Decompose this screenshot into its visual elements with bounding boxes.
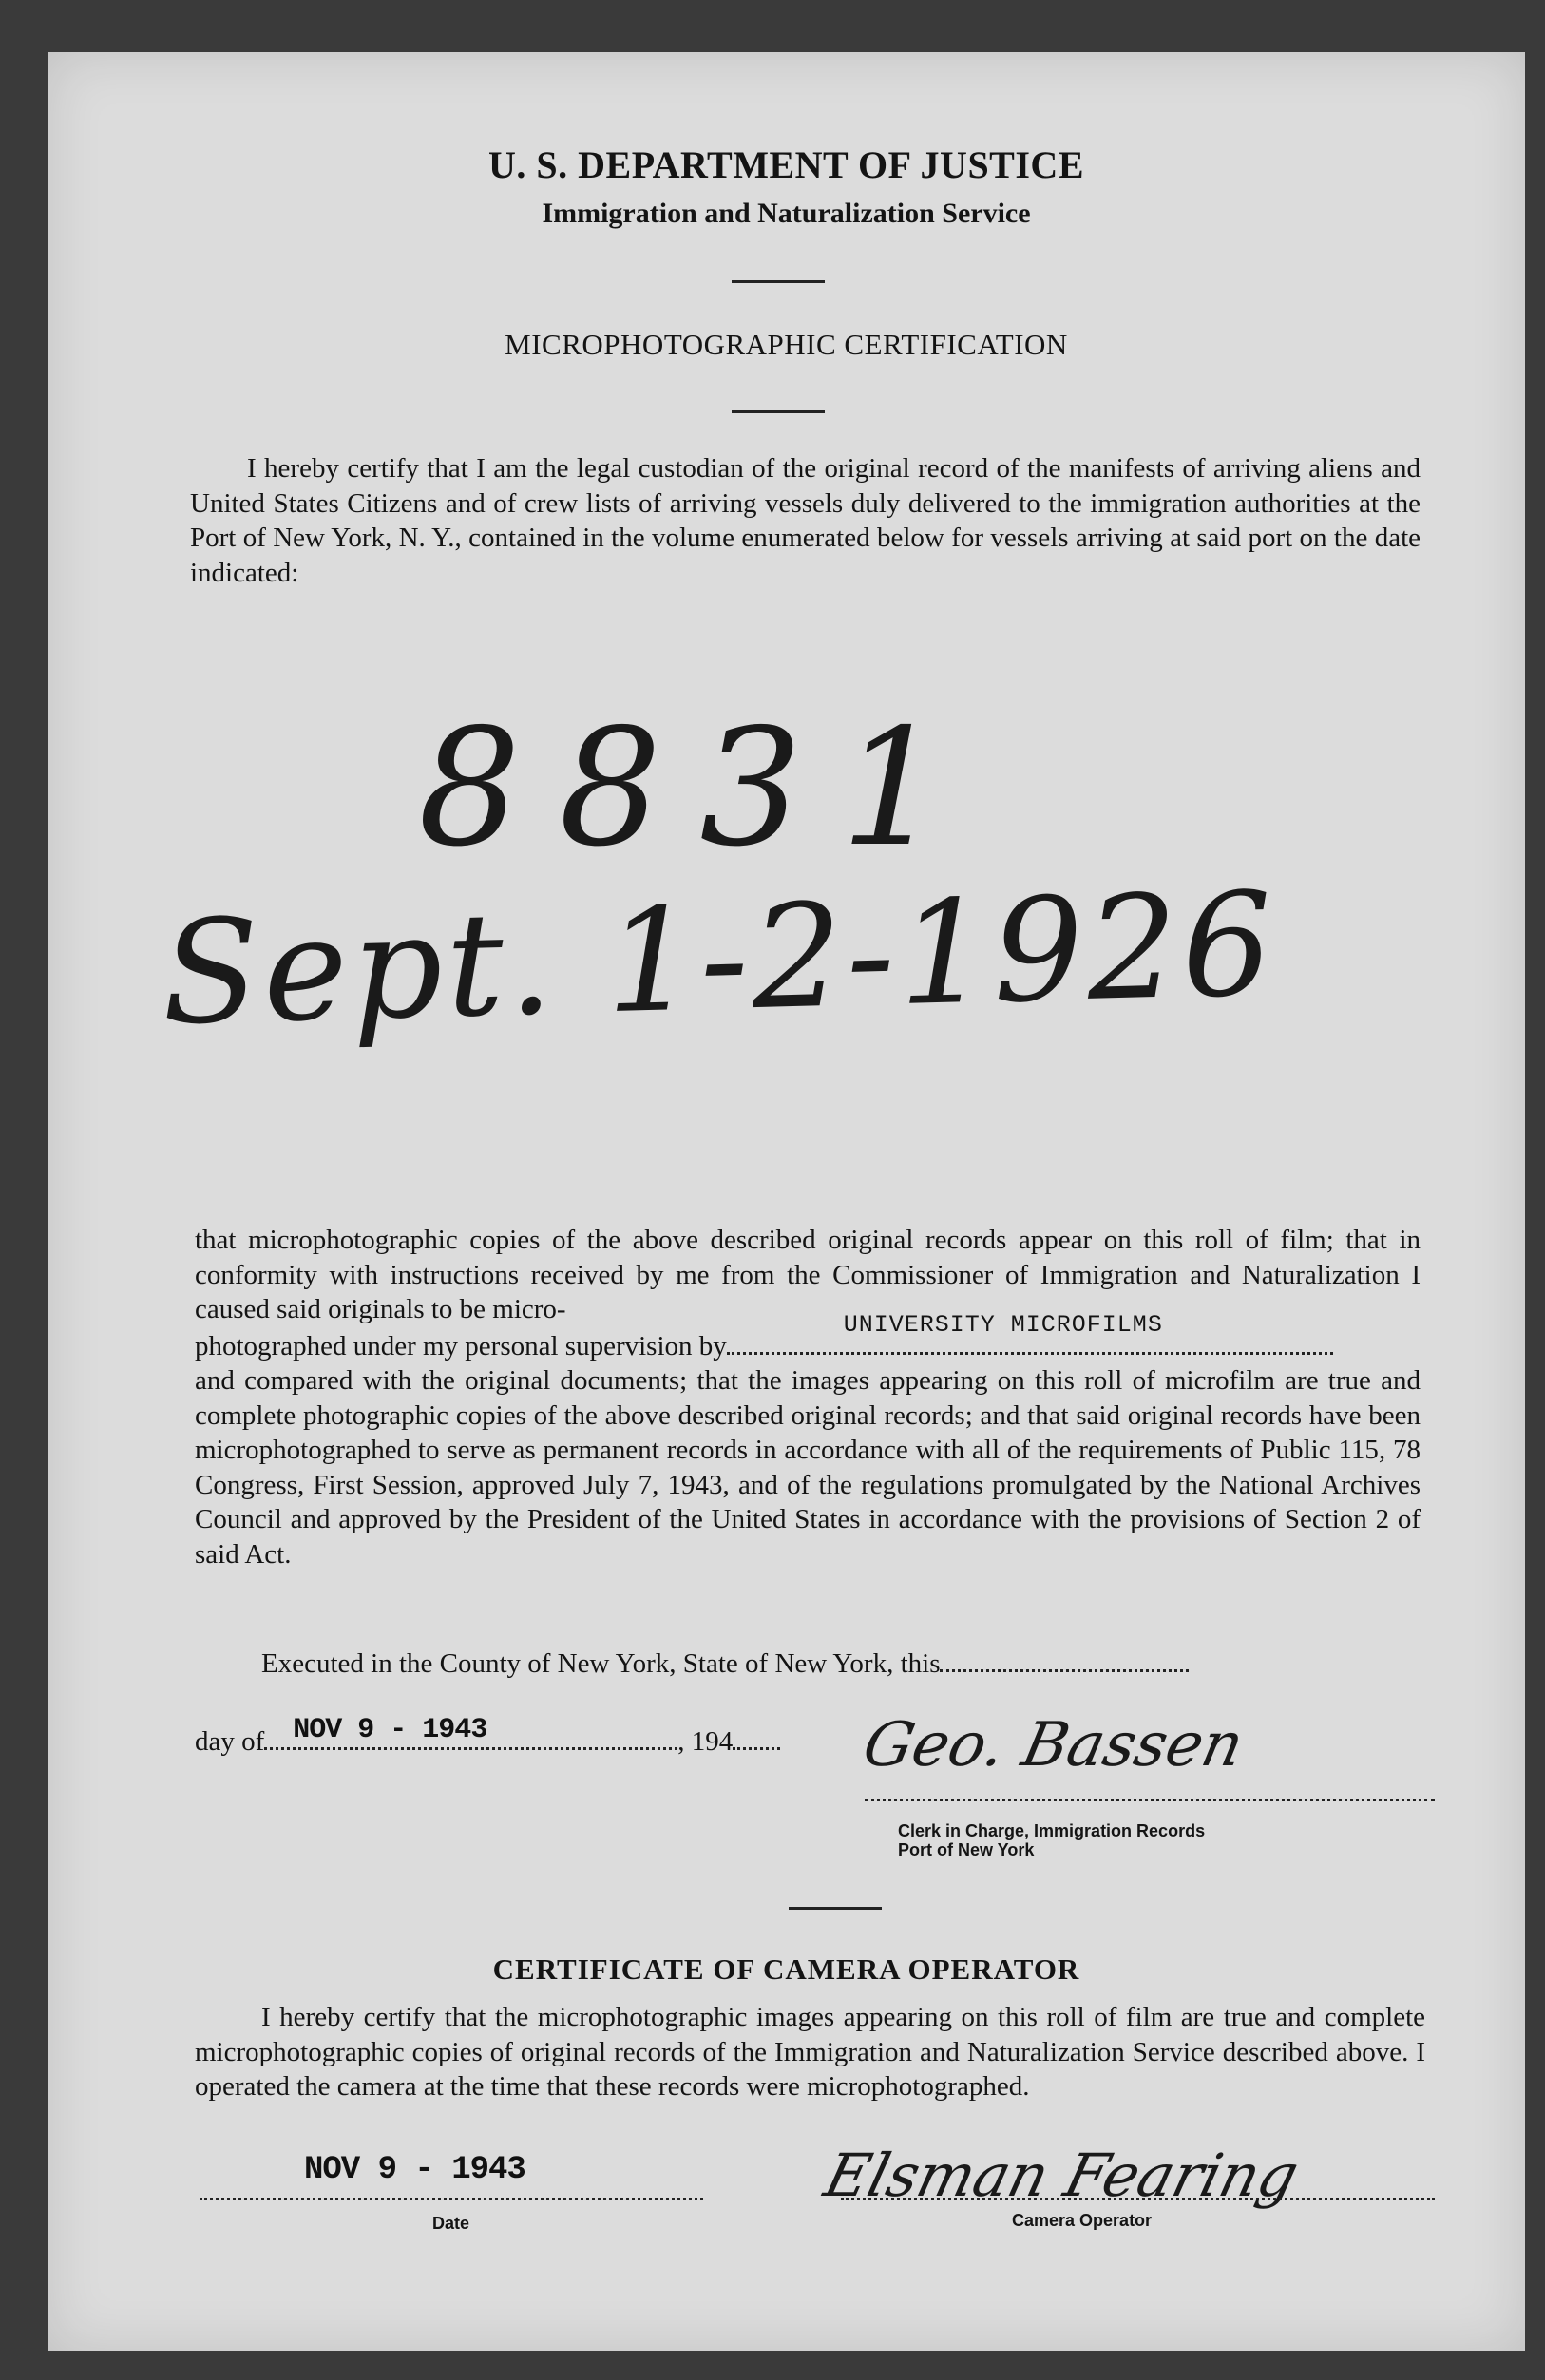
operator-label: Camera Operator (1012, 2211, 1153, 2230)
body-text-rest: and compared with the original documents; that the images appearing on this roll of microfilm are true and complete photographic copies of the above described original records; and that said original records have been microphotographed to serve as permanent records in accordance with all of the requirements of Public 115, 78 Congress, First Session, approved July 7, 1943, and of the regulations promulgated by the National Archives Council and approved by the President of the United States in accordance with the provisions of Section 2 of said Act. (195, 1365, 1421, 1570)
clerk-title (898, 1821, 1205, 1859)
certificate-page (48, 52, 1525, 2351)
photographed-by-label: photographed under my personal supervision by (195, 1330, 727, 1361)
execution-dots (940, 1647, 1189, 1672)
year-dots (733, 1724, 780, 1750)
handwritten-date-range: Sept. 1-2-1926 (159, 862, 1279, 1057)
handwritten-volume-number: 8831 (418, 695, 982, 883)
day-of-line (195, 1714, 780, 1760)
divider (732, 410, 825, 413)
camera-certificate-title: CERTIFICATE OF CAMERA OPERATOR (492, 1952, 1080, 1986)
divider (789, 1907, 882, 1910)
clerk-title-line1: Clerk in Charge, Immigration Records (898, 1821, 1206, 1840)
year-prefix: , 194 (677, 1726, 734, 1757)
execution-date-stamp: NOV 9 - 1943 (293, 1714, 487, 1746)
clerk-title-line2: Port of New York (898, 1840, 1035, 1859)
date-label: Date (432, 2214, 470, 2233)
day-of-field (264, 1714, 677, 1750)
operator-signature-line (841, 2198, 1435, 2200)
operator-signature: Elsman Fearing (817, 2141, 1306, 2210)
divider (732, 280, 825, 283)
body-text-line1: that microphotographic copies of the above described original records appear on this roll of film; that in conformity with instructions received by me from the Commissioner of Immigration and Naturalization I caused said originals to be micro- (195, 1225, 1421, 1324)
clerk-signature-line (865, 1799, 1435, 1801)
service-subheading: Immigration and Naturalization Service (542, 198, 1031, 229)
photographed-by-field (727, 1310, 1333, 1355)
photographed-by-value: UNIVERSITY MICROFILMS (843, 1310, 1163, 1339)
date-line (200, 2198, 703, 2200)
photographed-by-line (195, 1310, 1421, 1364)
certification-title: MICROPHOTOGRAPHIC CERTIFICATION (505, 328, 1068, 361)
intro-paragraph: I hereby certify that I am the legal custodian of the original record of the manifests of arriving aliens and United States Citizens and of crew lists of arriving vessels duly delivered to the immigration authorities at the Port of New York, N. Y., contained in the volume enumerated below for vessels arriving at said port on the date indicated: (190, 453, 1421, 588)
execution-line (261, 1647, 1189, 1682)
certification-body (195, 1223, 1421, 1571)
executed-text: Executed in the County of New York, State of New York, this (261, 1648, 941, 1679)
camera-date-stamp: NOV 9 - 1943 (304, 2152, 525, 2188)
day-of-label: day of (195, 1726, 265, 1757)
clerk-signature: Geo. Bassen (857, 1710, 1249, 1780)
camera-certificate-paragraph: I hereby certify that the microphotographic images appearing on this roll of film are true and complete microphotographic copies of original records of the Immigration and Naturalization Service described above. I operated the camera at the time that these records were microphotographed. (195, 2002, 1425, 2102)
department-heading: U. S. DEPARTMENT OF JUSTICE (488, 143, 1084, 186)
